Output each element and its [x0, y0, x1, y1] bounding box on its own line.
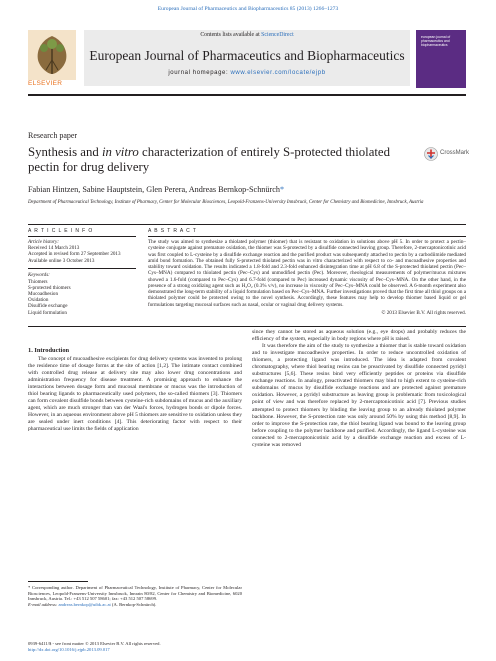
- crossmark-badge[interactable]: [424, 147, 470, 161]
- contents-line: [84, 32, 410, 38]
- corresponding-author-footnote: [28, 585, 242, 607]
- authors: Fabian Hintzen, Sabine Hauptstein, Glen Perera, Andreas Bernkop-Schnürch: [28, 185, 280, 194]
- abstract-bottom-rule: [28, 326, 466, 327]
- masthead-center: [84, 30, 410, 86]
- article-title: [28, 145, 418, 175]
- affiliation-divider: [28, 224, 466, 225]
- article-info-heading: A R T I C L E I N F O: [28, 228, 94, 234]
- email-label: E-mail address:: [28, 601, 59, 607]
- author-list: [28, 185, 284, 194]
- keyword-item: Mucoadhesion: [28, 290, 58, 297]
- abstract: [148, 239, 466, 316]
- title-italic: in vitro: [101, 145, 139, 159]
- contents-prefix: Contents lists available at: [200, 32, 262, 38]
- corresponding-author-mark[interactable]: *: [279, 185, 285, 194]
- masthead-divider: [28, 94, 466, 96]
- intro-paragraph-2: It was therefore the aim of the study to synthesize a thiomer that is stable toward oxidation and to investigate mucoadhesive properties. In order to reduce uncontrolled oxidation of thiomers, a protecting ligand was introduced. The idea is adapted from covalent chromatography, where thiol bearing resins can be preactivated by disulfide connected pyridyl substructures [5,6]. These resins bind very efficiently peptides or proteins via disulfide exchange reactions. In analogy, preactivated thiomers may bind to high extent to cysteine-rich subdomains of mucus by disulfide exchange reactions and are protected against premature oxidation. However, a pyridyl substructure as leaving group is problematic from toxicological point of view and was therefore replaced by 2-mercaptonicotinic acid [7]. Previous studies attempted to protect thiomers by binding the leaving group to an already thiolated polymer backbone. However, the S-protection rate was only around 50% by using this method [8,9]. In order to improve the S-protection rate, the thiol bearing ligand was bound to the leaving group before coupling to the polymer backbone and purified. Accordingly, the ligand L-cysteine was connected to 2-mercaptonicotinic acid by a disulfide exchange reaction and excess of L-cysteine was removed: [252, 343, 466, 448]
- doi-link[interactable]: http://dx.doi.org/10.1016/j.ejpb.2013.09.017: [28, 646, 110, 652]
- keyword-item: Oxidation: [28, 297, 49, 304]
- title-part-2: characterization of entirely S-protected thiolated pectin for drug delivery: [28, 145, 391, 174]
- keyword-item: S-protected thiomers: [28, 284, 71, 291]
- journal-cover-thumbnail[interactable]: [416, 30, 466, 88]
- keywords-rule: [28, 268, 136, 269]
- copyright: © 2013 Elsevier B.V. All rights reserved.: [381, 309, 466, 316]
- homepage-link[interactable]: www.elsevier.com/locate/ejpb: [230, 70, 326, 76]
- keyword-item: Liquid formulation: [28, 309, 67, 316]
- history-received: Received 14 March 2013: [28, 245, 80, 252]
- journal-citation[interactable]: European Journal of Pharmaceutics and Biopharmaceutics 85 (2013) 1266–1273: [157, 6, 339, 12]
- email-link[interactable]: andreas.bernkop@uibk.ac.at: [58, 601, 111, 607]
- keyword-item: Disulfide exchange: [28, 303, 68, 310]
- footnote-email-line: [28, 602, 242, 608]
- cover-title: european journal of pharmaceutics and biopharmaceutics: [421, 35, 451, 47]
- keyword-item: Thiomers: [28, 278, 48, 285]
- intro-right-column: [252, 329, 466, 449]
- history-online: Available online 3 October 2013: [28, 257, 95, 264]
- elsevier-logo-icon[interactable]: [28, 30, 76, 86]
- abstract-rule: [148, 236, 466, 237]
- crossmark-label: CrossMark: [440, 150, 470, 156]
- history-accepted: Accepted in revised form 27 September 2013: [28, 251, 121, 258]
- intro-paragraph-1: The concept of mucoadhesive excipients for drug delivery systems was invented to prolong the residence time of dosage forms at the site of action [1,2]. The intimate contact combined with controlled drug release at delivery site may also lower drug concentrations and administration frequency for disease treatment. A promising approach to enhance the interactions between dosage form and mucosal membrane or mucus was the introduction of thiol bearing ligands to pharmaceutically used polymers, the so-called thiomers [3]. Thiomers can form covalent disulfide bonds between cysteine-rich subdomains of mucus and the auxiliary agent, which are much stronger than van der Waal's forces, hydrogen bonds or dipole forces. However, in an aqueous environment above pH 5 thiomers are sensitive to oxidation unless they are sealed under inert conditions [4]. This deteriorating factor with respect to their pharmaceutical use limits the fields of application: [28, 356, 242, 433]
- section-heading-introduction: 1. Introduction: [28, 347, 70, 354]
- keywords-label: Keywords:: [28, 272, 50, 279]
- journal-name: European Journal of Pharmaceutics and Biopharmaceutics: [89, 48, 405, 63]
- front-matter-ids: [28, 641, 242, 653]
- issn-line: 0939-6411/$ - see front matter © 2013 Elsevier B.V. All rights reserved.: [28, 641, 161, 646]
- intro-left-column: [28, 356, 242, 434]
- article-info-rule: [28, 236, 136, 237]
- intro-paragraph-continued: since they cannot be stored as aqueous solution (e.g., eye drops) and probably reduces the efficiency of the system, especially in body regions where pH is raised.: [252, 329, 466, 343]
- abstract-heading: A B S T R A C T: [148, 228, 197, 234]
- elsevier-wordmark: ELSEVIER: [28, 80, 63, 87]
- article-info: [28, 239, 136, 316]
- affiliation: Department of Pharmaceutical Technology, Institute of Pharmacy, Center for Molecular Biosciences, Leopold-Franzens-University Innsbruck, Center for Chemistry and Biomedicine, Innsbruck, Austria: [28, 200, 424, 205]
- history-label: Article history:: [28, 239, 59, 245]
- email-suffix: (A. Bernkop-Schnürch).: [110, 601, 157, 607]
- homepage-prefix: journal homepage:: [168, 70, 231, 76]
- sciencedirect-link[interactable]: ScienceDirect: [261, 32, 294, 38]
- paper-type: Research paper: [28, 131, 78, 140]
- footnote-rule: [28, 581, 88, 582]
- footnote-text: * Corresponding author. Department of Pharmaceutical Technology, Institute of Pharmacy, Center for Molecular Biosciences, Leopold-Franzens-University Innsbruck, Innrain 80/82, Center for Chemistry and Biomedicine, 6020 Innsbruck, Austria. Tel.: +43 512 507 58601; fax: +43 512 507 58699.: [28, 585, 242, 602]
- journal-masthead: [28, 30, 466, 90]
- title-part-1: Synthesis and: [28, 145, 102, 159]
- abstract-text: The study was aimed to synthesize a thiolated polymer (thiomer) that is resistant to oxidation in solutions above pH 5. In order to protect a pectin–cysteine conjugate against premature oxidation, the thiomer was S-protected by a disulfide connected leaving group. Therefore, 2-mercaptonicotinic acid was first coupled to L-cysteine by a disulfide exchange reaction and the purified product was subsequently attached to pectin by a carbodiimide mediated amid bond formation. The obtained fully S-protected thiolated pectin was in vitro characterized with respect to co- and mucoadhesive properties and stability toward oxidation. The results indicated a 1.8-fold and 2.3-fold enhanced disintegration time at pH 6.8 of the S-protected thiolated pectin (Pec–Cys–MNA) compared to thiolated pectin (Pec–Cys) and unmodified pectin (Pec). Moreover, rheological measurements of polymer/mucus mixtures showed a 1.6-fold (compared to Pec–Cys) and 6.7-fold (compared to Pec) increased dynamic viscosity of Pec–Cys–MNA. On the other hand, in the presence of a strong oxidizing agent such as H₂O₂ (0.3% v/v), no increase in viscosity of Pec–Cys–MNA could be observed. A 6-month experiment also demonstrated the long-term stability of a liquid formulation based on Pec–Cys–MNA. Further investigations proved that the first time all thiol groups on a thiolated polymer could be protected owing to the novel synthesis. Accordingly, these features may help to develop thiomer based liquid or gel formulations targeting mucosal surfaces such as nasal, ocular or vaginal drug delivery systems.: [148, 239, 466, 308]
- crossmark-icon: [424, 147, 438, 161]
- journal-homepage: [84, 70, 410, 76]
